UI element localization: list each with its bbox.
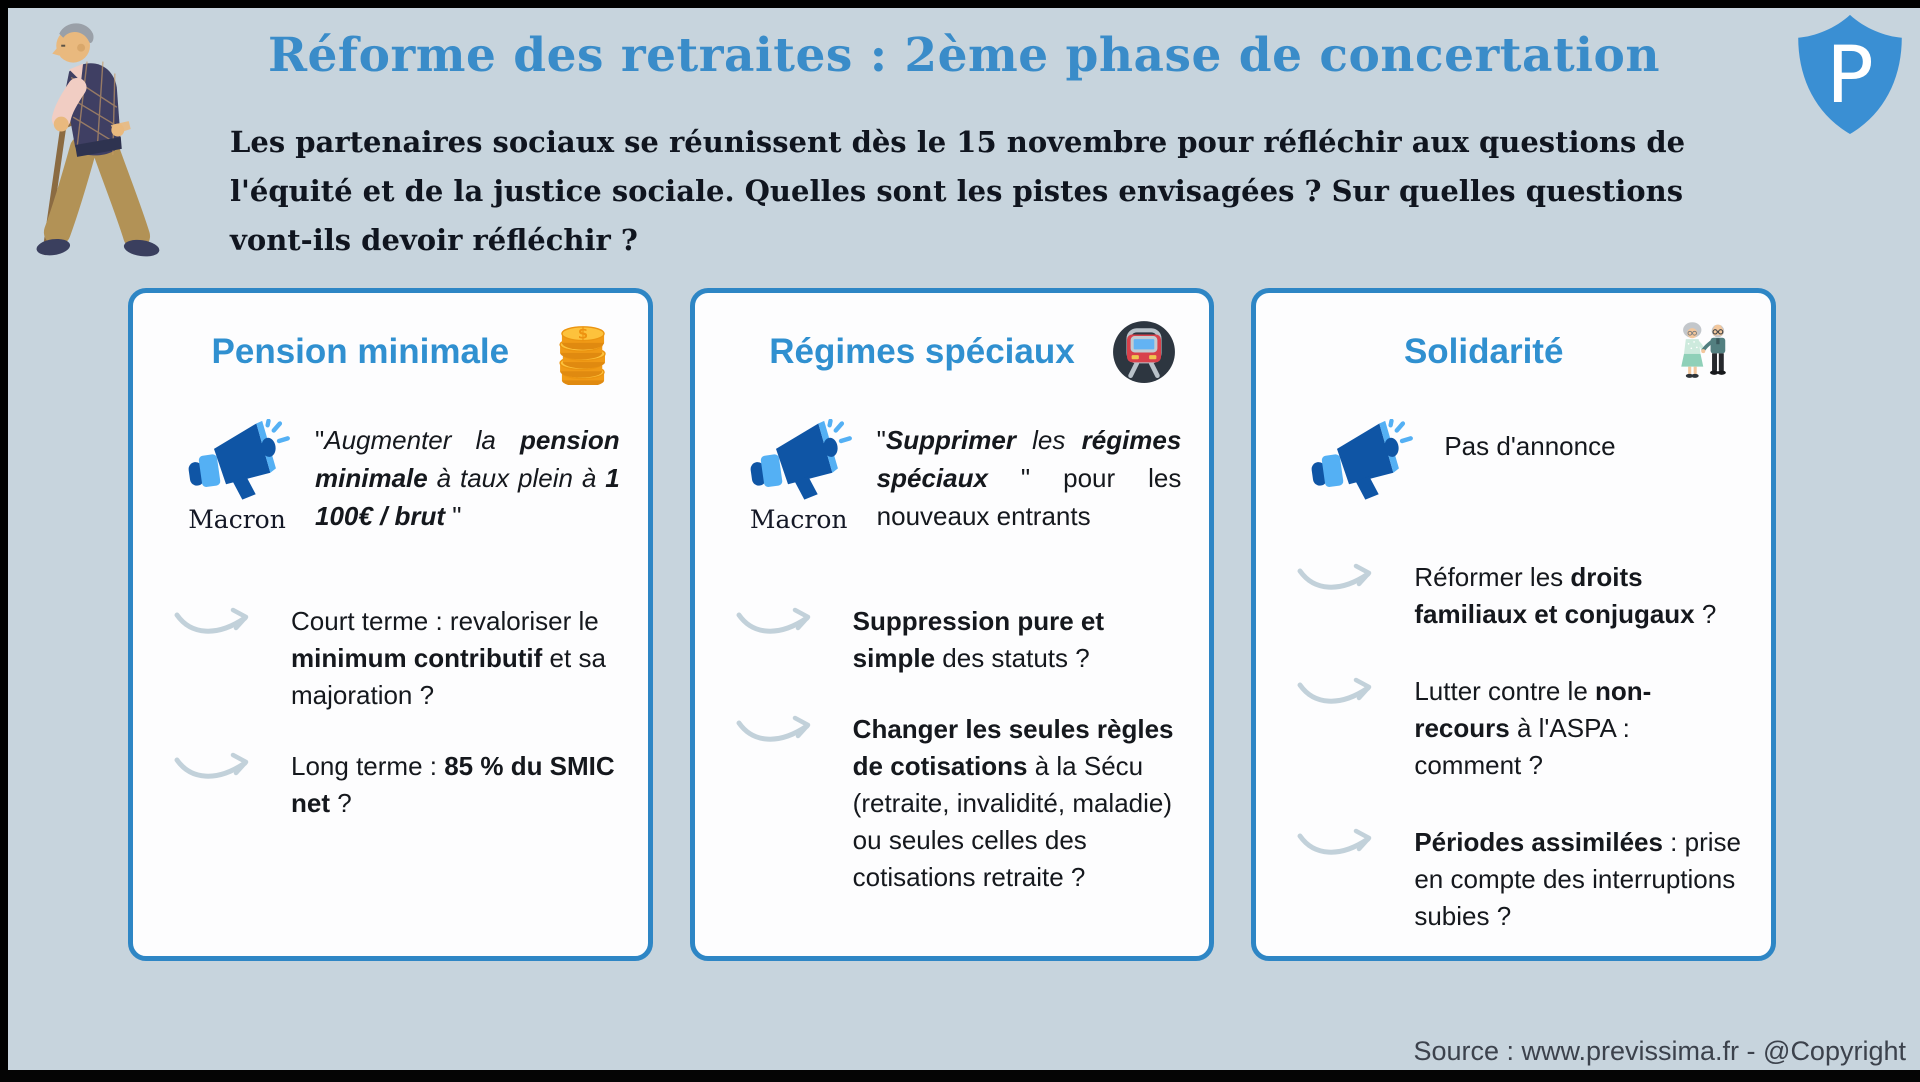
megaphone-column	[1296, 419, 1424, 537]
curved-arrow-icon	[733, 607, 827, 645]
bullet-text: Suppression pure et simple des statuts ?	[852, 606, 1105, 673]
metro-icon	[1111, 319, 1177, 385]
bullet-item	[171, 748, 620, 822]
logo-letter: P	[1826, 28, 1874, 121]
curved-arrow-icon	[733, 715, 827, 753]
announcement-block	[133, 385, 648, 577]
bullet-text: Lutter contre le non-recours à l'ASPA : comment ?	[1414, 676, 1652, 780]
megaphone-column	[735, 419, 863, 577]
intro-text: Les partenaires sociaux se réunissent dès le 15 novembre pour réfléchir aux questions de l'équité et de la justice sociale. Quelles sont les pistes envisagées ? Sur quelles questions vont-ils devoir réfléchir ?	[230, 125, 1686, 257]
bullet-item	[733, 711, 1182, 896]
bullet-text: Réformer les droits familiaux et conjugaux ?	[1414, 562, 1717, 629]
bullet-text: Périodes assimilées : prise en compte des interruptions subies ?	[1414, 827, 1741, 931]
announcement-quote: Pas d'annonce	[1444, 431, 1616, 461]
bullet-text: Long terme : 85 % du SMIC net ?	[291, 751, 615, 818]
announcement-block	[695, 385, 1210, 577]
bullet-text: Changer les seules règles de cotisations à la Sécu (retraite, invalidité, maladie) ou seules celles des cotisations retraite ?	[852, 714, 1174, 892]
elderly-couple-icon	[1673, 319, 1739, 385]
bullets-list	[1256, 537, 1771, 935]
bullets-list	[695, 577, 1210, 896]
bullet-item	[1294, 673, 1743, 784]
bullet-item	[733, 603, 1182, 677]
card-title: Solidarité	[1403, 332, 1564, 371]
bullet-item	[1294, 559, 1743, 633]
bullet-item	[1294, 824, 1743, 935]
announcement-quote: "Augmenter la pension minimale à taux plein à 1 100€ / brut "	[315, 425, 620, 531]
megaphone-icon	[743, 419, 855, 505]
megaphone-icon	[1304, 419, 1416, 505]
card-header	[1256, 293, 1771, 385]
curved-arrow-icon	[171, 607, 265, 645]
speaker-label: Macron	[188, 505, 286, 534]
infographic-canvas	[8, 8, 1920, 1070]
announcement-block	[1256, 385, 1771, 537]
card-header	[695, 293, 1210, 385]
card-solidarite	[1251, 288, 1776, 961]
megaphone-icon	[181, 419, 293, 505]
page-title: Réforme des retraites : 2ème phase de concertation	[267, 28, 1661, 83]
source-credit: Source : www.previssima.fr - @Copyright	[1413, 1036, 1906, 1066]
coins-icon	[550, 319, 616, 385]
cards-row	[128, 288, 1776, 961]
svg-text:$: $	[577, 325, 588, 343]
megaphone-column	[173, 419, 301, 577]
bottom-bar	[0, 1070, 1920, 1082]
bullets-list	[133, 577, 648, 822]
curved-arrow-icon	[1294, 828, 1388, 866]
card-header	[133, 293, 648, 385]
bullet-text: Court terme : revaloriser le minimum contributif et sa majoration ?	[291, 606, 606, 710]
card-regimes-speciaux	[690, 288, 1215, 961]
bullet-item	[171, 603, 620, 714]
announcement-quote: "Supprimer les régimes spéciaux " pour les nouveaux entrants	[876, 425, 1182, 531]
card-title: Régimes spéciaux	[769, 332, 1075, 371]
card-pension-minimale	[128, 288, 653, 961]
curved-arrow-icon	[1294, 677, 1388, 715]
speaker-label: Macron	[749, 505, 848, 534]
curved-arrow-icon	[1294, 563, 1388, 601]
curved-arrow-icon	[171, 752, 265, 790]
card-title: Pension minimale	[211, 332, 510, 371]
